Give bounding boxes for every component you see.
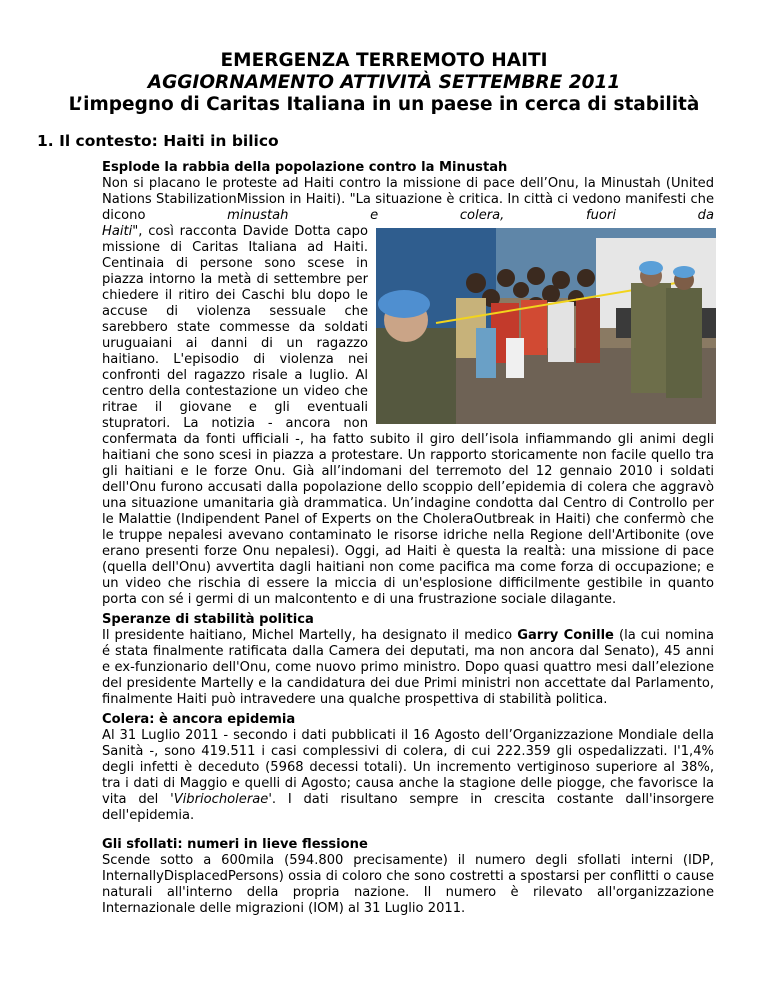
paragraph-minustah — [102, 176, 714, 608]
news-photo — [376, 228, 716, 424]
paragraph-colera — [102, 728, 714, 824]
title-line-1: EMERGENZA TERREMOTO HAITI — [220, 50, 548, 71]
spacer — [102, 824, 714, 837]
document-title — [0, 50, 768, 116]
text-run: Non si placano le proteste ad Haiti contro la missione di pace dell’Onu, la Minustah (United Nations StabilizationMission in Haiti). "La situazione è critica. In città ci vedono manifesti che dicono — [102, 176, 714, 223]
text-run: (la cui nomina é stata finalmente ratificata dalla Camera dei deputati, ma non ancora dal Senato), 45 anni e ex-funzionario dell'Onu, come nuovo primo ministro. Dopo quasi quattro mesi dall’elezione del presidente Martelly e la candidatura dei due Primi ministri non accettate dal Parlamento, finalmente Haiti può intravedere una qualche prospettiva di stabilità politica. — [102, 628, 714, 707]
title-line-3: L’impegno di Caritas Italiana in un paese in cerca di stabilità — [68, 94, 700, 115]
prime-minister-name: Garry Conille — [517, 628, 614, 643]
text-run: Al 31 Luglio 2011 - secondo i dati pubblicati il 16 Agosto dell’Organizzazione Mondiale della Sanità -, sono 419.511 i casi complessivi di colera, di cui 222.359 gli ospedalizzati. l'1,4% degli infetti è deceduto (5968 decessi totali). Un incremento vertiginoso superiore al 38%, tra i dati di Maggio e quelli di Agosto; causa anche la stagione delle piogge, che favorisce la vita del — [102, 728, 714, 807]
section-heading: 1. Il contesto: Haiti in bilico — [37, 132, 279, 150]
emphasis-text: 'Vibriocholerae' — [170, 792, 272, 807]
paragraph-sfollati: Scende sotto a 600mila (594.800 precisamente) il numero degli sfollati interni (IDP, InternallyDisplacedPersons) ossia di coloro che sono costretti a spostarsi per conflitti o cause naturali all'interno della propria nazione. Il numero è rilevato all'organizzazione Internazionale delle migrazioni (IOM) al 31 Luglio 2011. — [102, 853, 714, 916]
subheading-sfollati: Gli sfollati: numeri in lieve flessione — [102, 837, 368, 852]
emphasis-text: minustah e colera, fuori da Haiti — [102, 208, 714, 239]
text-run: ", così racconta Davide Dotta capo missione di Caritas Italiana ad Haiti. Centinaia di persone sono scese in piazza intorno la metà di settembre per chiedere il ritiro dei Caschi blu dopo le accuse di violenza sessuale che sarebbero state commesse da soldati uruguaiani ai danni di un ragazzo haitiano. L'episodio di violenza nei confronti del ragazzo risale a luglio. Al centro della contestazione un video che ritrae il giovane e gli eventuali stupratori. La notizia - ancora non confermata da fonti ufficiali -, ha fatto subito il giro dell’isola infiammando gli animi degli haitiani che sono scesi in piazza a protestare. Un rapporto storicamente non facile quello tra gli haitiani e le forze Onu. Già all’indomani del terremoto del 12 gennaio 2010 i soldati dell'Onu furono accusati dalla popolazione dello scoppio dell’epidemia di colera che aggravò una situazione umanitaria già drammatica. Un’indagine condotta dal Centro di Controllo per le Malattie (Indipendent Panel of Experts on the CholeraOutbreak in Haiti) che confermò che le truppe nepalesi avevano contaminato le risorse idriche nella Regione dell'Artibonite (ove erano presenti forze Onu nepalesi). Oggi, ad Haiti è questa la realtà: una missione di pace (quella dell'Onu) avvertita dagli haitiani non come pacifica ma come forza di occupazione; e un video che rischia di essere la miccia di un'esplosione difficilmente gestibile in quanto porta con sé i germi di un malcontento e di una frustrazione sociale dilagante. — [102, 224, 714, 607]
subheading-stabilita: Speranze di stabilità politica — [102, 612, 314, 627]
section-content — [102, 160, 714, 917]
text-run: Il presidente haitiano, Michel Martelly, ha designato il medico — [102, 628, 518, 643]
subheading-minustah: Esplode la rabbia della popolazione contro la Minustah — [102, 160, 508, 175]
peacekeepers-image — [376, 228, 716, 424]
title-line-2: AGGIORNAMENTO ATTIVITÀ SETTEMBRE 2011 — [147, 72, 621, 93]
text-run: . I dati risultano sempre in crescita costante dall'insorgere dell'epidemia. — [102, 792, 715, 823]
subheading-colera: Colera: è ancora epidemia — [102, 712, 296, 727]
paragraph-stabilita — [102, 628, 714, 708]
